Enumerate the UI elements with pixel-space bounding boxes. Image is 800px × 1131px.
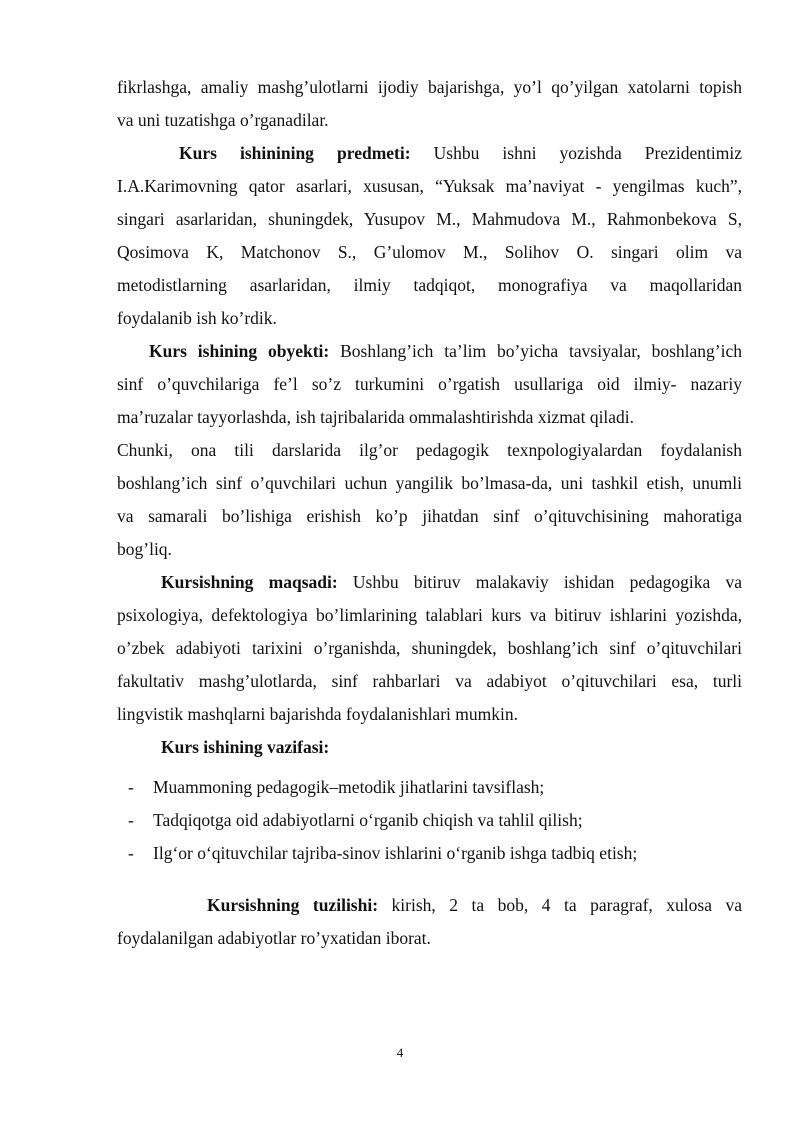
paragraph-line: Chunki, ona tili darslarida ilg’or pedagogik texnpologiyalardan foydalanish <box>117 440 742 460</box>
paragraph-line: fikrlashga, amaliy mashg’ulotlarni ijodiy bajarishga, yo’l qo’yilgan xatolarni topish <box>117 77 742 97</box>
obyekt-first-line <box>149 336 742 366</box>
predmet-text: Ushbu ishni yozishda Prezidentimiz <box>410 143 742 163</box>
bullet-item: Tadqiqotga oid adabiyotlarni o‘rganib chiqish va tahlil qilish; <box>153 810 583 830</box>
paragraph-line: Qosimova K, Matchonov S., G’ulomov M., Solihov O. singari olim va <box>117 242 742 262</box>
page-number: 4 <box>396 1045 404 1060</box>
paragraph-line: boshlang’ich sinf o’quvchilari uchun yangilik bo’lmasa-da, uni tashkil etish, unumli <box>117 473 742 493</box>
paragraph-line: psixologiya, defektologiya bo’limlarining talablari kurs va bitiruv ishlarini yozishda, <box>117 605 742 625</box>
obyekt-text: Boshlang’ich ta’lim bo’yicha tavsiyalar, boshlang’ich <box>329 341 742 361</box>
bullet-marker: - <box>128 777 134 797</box>
bullet-item: Muammoning pedagogik–metodik jihatlarini tavsiflash; <box>153 777 545 797</box>
paragraph-line: bog’liq. <box>117 539 172 559</box>
predmet-first-line <box>179 138 742 168</box>
tuzilish-text: kirish, 2 ta bob, 4 ta paragraf, xulosa va <box>378 895 742 915</box>
bullet-item: Ilg‘or o‘qituvchilar tajriba-sinov ishlarini o‘rganib ishga tadbiq etish; <box>153 843 638 863</box>
paragraph-line: va uni tuzatishga o’rganadilar. <box>117 110 329 130</box>
paragraph-line: I.A.Karimovning qator asarlari, xususan, “Yuksak ma’naviyat - yengilmas kuch”, <box>117 176 742 196</box>
paragraph-line: sinf o’quvchilariga fe’l so’z turkumini o’rgatish usullariga oid ilmiy- nazariy <box>117 374 742 394</box>
bullet-marker: - <box>128 810 134 830</box>
obyekt-heading: Kurs ishining obyekti: <box>149 341 330 361</box>
paragraph-line: foydalanilgan adabiyotlar ro’yxatidan iborat. <box>117 928 431 948</box>
vazifa-heading-line <box>161 732 461 762</box>
maqsad-heading: Kursishning maqsadi: <box>161 572 338 592</box>
maqsad-text: Ushbu bitiruv malakaviy ishidan pedagogika va <box>337 572 742 592</box>
predmet-heading: Kurs ishinining predmeti: <box>179 143 411 163</box>
paragraph-line: foydalanib ish ko’rdik. <box>117 308 277 328</box>
paragraph-line: metodistlarning asarlaridan, ilmiy tadqiqot, monografiya va maqollaridan <box>117 275 742 295</box>
tuzilish-heading: Kursishning tuzilishi: <box>207 895 379 915</box>
paragraph-line: lingvistik mashqlarni bajarishda foydalanishlari mumkin. <box>117 704 518 724</box>
tuzilish-first-line <box>207 890 742 920</box>
paragraph-line: fakultativ mashg’ulotlarda, sinf rahbarlari va adabiyot o’qituvchilari esa, turli <box>117 671 742 691</box>
paragraph-line: ma’ruzalar tayyorlashda, ish tajribalarida ommalashtirishda xizmat qiladi. <box>117 407 635 427</box>
paragraph-line: singari asarlaridan, shuningdek, Yusupov M., Mahmudova M., Rahmonbekova S, <box>117 209 742 229</box>
maqsad-first-line <box>161 567 742 597</box>
paragraph-line: va samarali bo’lishiga erishish ko’p jihatdan sinf o’qituvchisining mahoratiga <box>117 506 742 526</box>
bullet-marker: - <box>128 843 134 863</box>
vazifa-heading: Kurs ishining vazifasi: <box>161 737 330 757</box>
paragraph-line: o’zbek adabiyoti tarixini o’rganishda, shuningdek, boshlang’ich sinf o’qituvchilari <box>117 638 742 658</box>
